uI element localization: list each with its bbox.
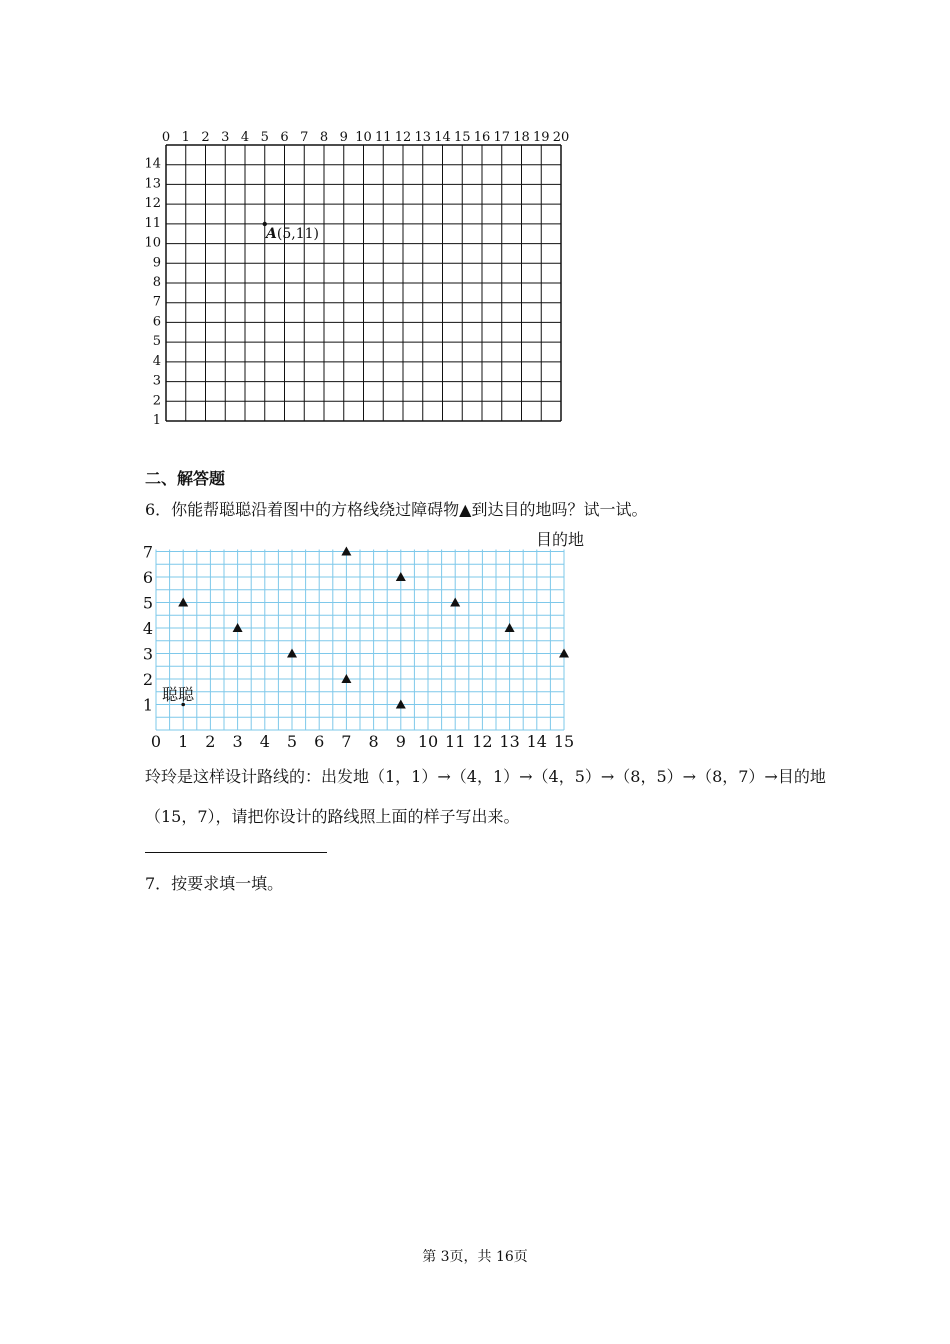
grid1-x-tick: 12 <box>394 130 412 145</box>
grid2-y-tick: 6 <box>142 568 153 587</box>
grid1-x-tick: 15 <box>453 130 471 145</box>
grid2-x-tick: 2 <box>205 732 216 751</box>
grid1-y-tick: 5 <box>152 334 161 350</box>
grid2-x-tick: 4 <box>259 732 270 751</box>
grid2-x-tick: 15 <box>553 732 575 751</box>
start-label: 聪聪 <box>162 685 195 704</box>
grid2-y-tick: 5 <box>142 593 153 613</box>
grid1-x-tick: 0 <box>161 130 171 145</box>
grid1-x-tick: 16 <box>473 130 491 145</box>
grid2-y-tick: 4 <box>142 619 153 638</box>
point-a-label: A(5,11) <box>266 226 319 242</box>
grid1-x-tick: 6 <box>280 130 289 145</box>
question-7-text: 7．按要求填一填。 <box>145 874 284 893</box>
grid2-x-tick: 14 <box>526 732 547 751</box>
grid1-y-tick: 13 <box>144 176 161 192</box>
grid2-x-tick: 5 <box>286 732 298 751</box>
grid2-x-tick: 10 <box>417 732 439 751</box>
grid1-y-tick: 12 <box>144 196 161 212</box>
grid2-x-tick: 13 <box>499 732 520 751</box>
section-heading: 二、解答题 <box>145 469 226 488</box>
grid1-y-tick: 6 <box>152 314 161 330</box>
answer-blank-line[interactable] <box>145 852 327 853</box>
grid1-y-tick: 10 <box>144 235 161 251</box>
grid1-x-tick: 3 <box>221 130 230 145</box>
grid1-x-tick: 7 <box>300 130 309 145</box>
grid2-x-tick: 11 <box>445 732 466 751</box>
grid1-x-tick: 2 <box>201 130 210 145</box>
grid1-y-tick: 11 <box>144 215 161 231</box>
grid1-y-tick: 2 <box>152 393 161 409</box>
grid1-x-tick: 17 <box>493 130 511 145</box>
grid2-x-tick: 1 <box>178 732 189 751</box>
grid1-y-tick: 8 <box>152 275 161 290</box>
grid1-y-tick: 1 <box>152 413 161 428</box>
route-description: 玲玲是这样设计路线的：出发地（1，1）→（4，1）→（4，5）→（8，5）→（8，7）→目的地（15，7），请把你设计的路线照上面的样子写出来。 <box>145 767 826 826</box>
grid2-x-tick: 0 <box>150 732 162 751</box>
grid1-x-tick: 20 <box>552 130 570 145</box>
grid1-y-tick: 4 <box>152 353 161 369</box>
grid2-x-tick: 8 <box>368 732 379 751</box>
grid1-y-tick: 9 <box>152 255 161 271</box>
grid1-x-tick: 11 <box>374 130 392 145</box>
grid1-y-tick: 14 <box>144 156 161 172</box>
grid1-x-tick: 13 <box>414 130 432 145</box>
grid2-x-tick: 3 <box>232 732 243 751</box>
grid1-x-tick: 9 <box>339 130 348 145</box>
grid1-x-tick: 8 <box>319 130 329 145</box>
grid1-y-tick: 3 <box>152 373 161 389</box>
grid1-x-tick: 4 <box>240 130 250 145</box>
grid2-x-tick: 7 <box>341 732 352 751</box>
grid1-x-tick: 10 <box>355 130 372 145</box>
question-6-text: 6．你能帮聪聪沿着图中的方格线绕过障碍物▲到达目的地吗？试一试。 <box>145 500 648 519</box>
grid2-x-tick: 9 <box>395 732 406 751</box>
grid2-x-tick: 6 <box>314 732 325 751</box>
grid2-y-tick: 1 <box>142 695 153 715</box>
grid1-x-tick: 19 <box>532 130 550 145</box>
destination-label: 目的地 <box>536 530 585 549</box>
page-footer: 第 3页，共 16页 <box>422 1249 528 1265</box>
grid1-x-tick: 18 <box>513 130 530 145</box>
grid2-y-tick: 2 <box>142 670 153 689</box>
grid1-y-tick: 7 <box>152 294 161 310</box>
grid2-y-tick: 3 <box>142 644 153 664</box>
grid2-x-tick: 12 <box>472 732 493 751</box>
grid1-x-tick: 5 <box>260 130 269 145</box>
grid1-x-tick: 14 <box>434 130 451 145</box>
grid1-x-tick: 1 <box>181 130 190 145</box>
grid2-y-tick: 7 <box>142 542 153 562</box>
